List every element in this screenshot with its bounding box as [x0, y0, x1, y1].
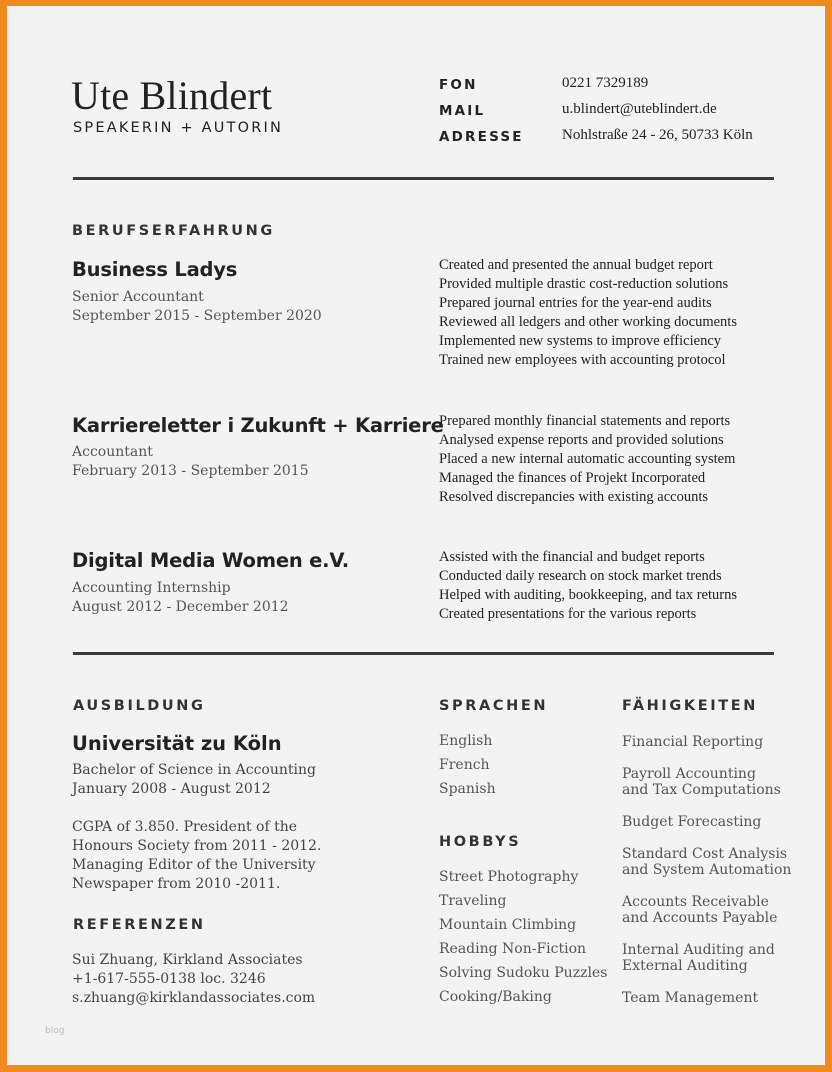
skill-line: Accounts Receivable	[622, 894, 769, 910]
job-dates: September 2015 - September 2020	[72, 308, 322, 324]
section-heading-education: AUSBILDUNG	[73, 698, 206, 714]
note-line: Managing Editor of the University	[72, 857, 316, 873]
note-line: Honours Society from 2011 - 2012.	[72, 838, 322, 854]
hobby-item: Mountain Climbing	[439, 917, 577, 933]
contact-label-mail: MAIL	[439, 103, 486, 119]
job-duties	[439, 256, 737, 370]
duty-line: Placed a new internal automatic accounting system	[439, 451, 736, 467]
duty-line: Created presentations for the various reports	[439, 606, 697, 622]
contact-phone: 0221 7329189	[562, 75, 649, 91]
hobby-item: Cooking/Baking	[439, 989, 552, 1005]
skill-line: Standard Cost Analysis	[622, 846, 788, 862]
duty-line: Created and presented the annual budget report	[439, 257, 713, 273]
skill-item	[622, 990, 758, 1006]
job-duties	[439, 548, 737, 624]
person-name: Ute Blindert	[71, 73, 273, 118]
duty-line: Trained new employees with accounting protocol	[439, 352, 726, 368]
skill-line: and Accounts Payable	[622, 910, 778, 926]
language-item: Spanish	[439, 781, 496, 797]
language-item: English	[439, 733, 493, 749]
section-heading-skills: FÄHIGKEITEN	[622, 698, 758, 714]
duty-line: Analysed expense reports and provided solutions	[439, 432, 724, 448]
school-name: Universität zu Köln	[72, 732, 282, 755]
reference-line: Sui Zhuang, Kirkland Associates	[72, 952, 303, 968]
hobby-item: Traveling	[439, 893, 507, 909]
job-role: Senior Accountant	[72, 289, 204, 305]
contact-label-phone: FON	[439, 77, 478, 93]
watermark: blog	[45, 1026, 65, 1036]
hobby-item: Reading Non-Fiction	[439, 941, 587, 957]
job-company: Digital Media Women e.V.	[72, 549, 349, 572]
skill-item	[622, 814, 761, 830]
contact-email[interactable]: u.blindert@uteblindert.de	[562, 101, 717, 117]
language-item: French	[439, 757, 490, 773]
section-heading-references: REFERENZEN	[73, 917, 206, 933]
duty-line: Prepared monthly financial statements and reports	[439, 413, 731, 429]
job-role: Accountant	[72, 444, 153, 460]
education-notes	[72, 818, 321, 894]
duty-line: Implemented new systems to improve efficiency	[439, 333, 721, 349]
skill-line: Team Management	[622, 990, 759, 1006]
person-subtitle: SPEAKERIN + AUTORIN	[73, 120, 284, 136]
duty-line: Helped with auditing, bookkeeping, and tax returns	[439, 587, 737, 603]
duty-line: Assisted with the financial and budget reports	[439, 549, 705, 565]
divider-middle	[73, 652, 774, 655]
hobby-item: Street Photography	[439, 869, 579, 885]
duty-line: Resolved discrepancies with existing accounts	[439, 489, 708, 505]
duty-line: Conducted daily research on stock market trends	[439, 568, 722, 584]
reference-contact	[72, 951, 315, 1008]
duty-line: Reviewed all ledgers and other working documents	[439, 314, 737, 330]
hobby-item: Solving Sudoku Puzzles	[439, 965, 608, 981]
skill-line: Budget Forecasting	[622, 814, 762, 830]
job-duties	[439, 412, 735, 507]
skill-line: Financial Reporting	[622, 734, 764, 750]
skill-item	[622, 766, 781, 798]
skill-line: Internal Auditing and	[622, 942, 775, 958]
divider-top	[73, 177, 774, 180]
skill-item	[622, 734, 763, 750]
job-dates: August 2012 - December 2012	[72, 599, 289, 615]
education-dates: January 2008 - August 2012	[72, 781, 271, 797]
section-heading-hobbies: HOBBYS	[439, 834, 522, 850]
duty-line: Provided multiple drastic cost-reduction solutions	[439, 276, 729, 292]
reference-line[interactable]: s.zhuang@kirklandassociates.com	[72, 990, 316, 1006]
job-role: Accounting Internship	[72, 580, 231, 596]
degree-block	[72, 761, 316, 799]
job-dates: February 2013 - September 2015	[72, 463, 309, 479]
reference-line: +1-617-555-0138 loc. 3246	[72, 971, 266, 987]
note-line: CGPA of 3.850. President of the	[72, 819, 298, 835]
skill-line: and Tax Computations	[622, 782, 781, 798]
section-heading-languages: SPRACHEN	[439, 698, 549, 714]
skill-item	[622, 894, 777, 926]
skill-item	[622, 942, 775, 974]
skill-line: External Auditing	[622, 958, 748, 974]
section-heading-experience: BERUFSERFAHRUNG	[72, 223, 275, 239]
job-company: Business Ladys	[72, 258, 238, 281]
duty-line: Managed the finances of Projekt Incorporated	[439, 470, 706, 486]
skill-line: Payroll Accounting	[622, 766, 756, 782]
contact-label-address: ADRESSE	[439, 129, 524, 145]
degree: Bachelor of Science in Accounting	[72, 762, 316, 778]
skill-item	[622, 846, 791, 878]
duty-line: Prepared journal entries for the year-end audits	[439, 295, 712, 311]
note-line: Newspaper from 2010 -2011.	[72, 876, 281, 892]
job-company: Karriereletter i Zukunft + Karriere	[72, 414, 444, 437]
contact-address: Nohlstraße 24 - 26, 50733 Köln	[562, 127, 753, 143]
skill-line: and System Automation	[622, 862, 792, 878]
